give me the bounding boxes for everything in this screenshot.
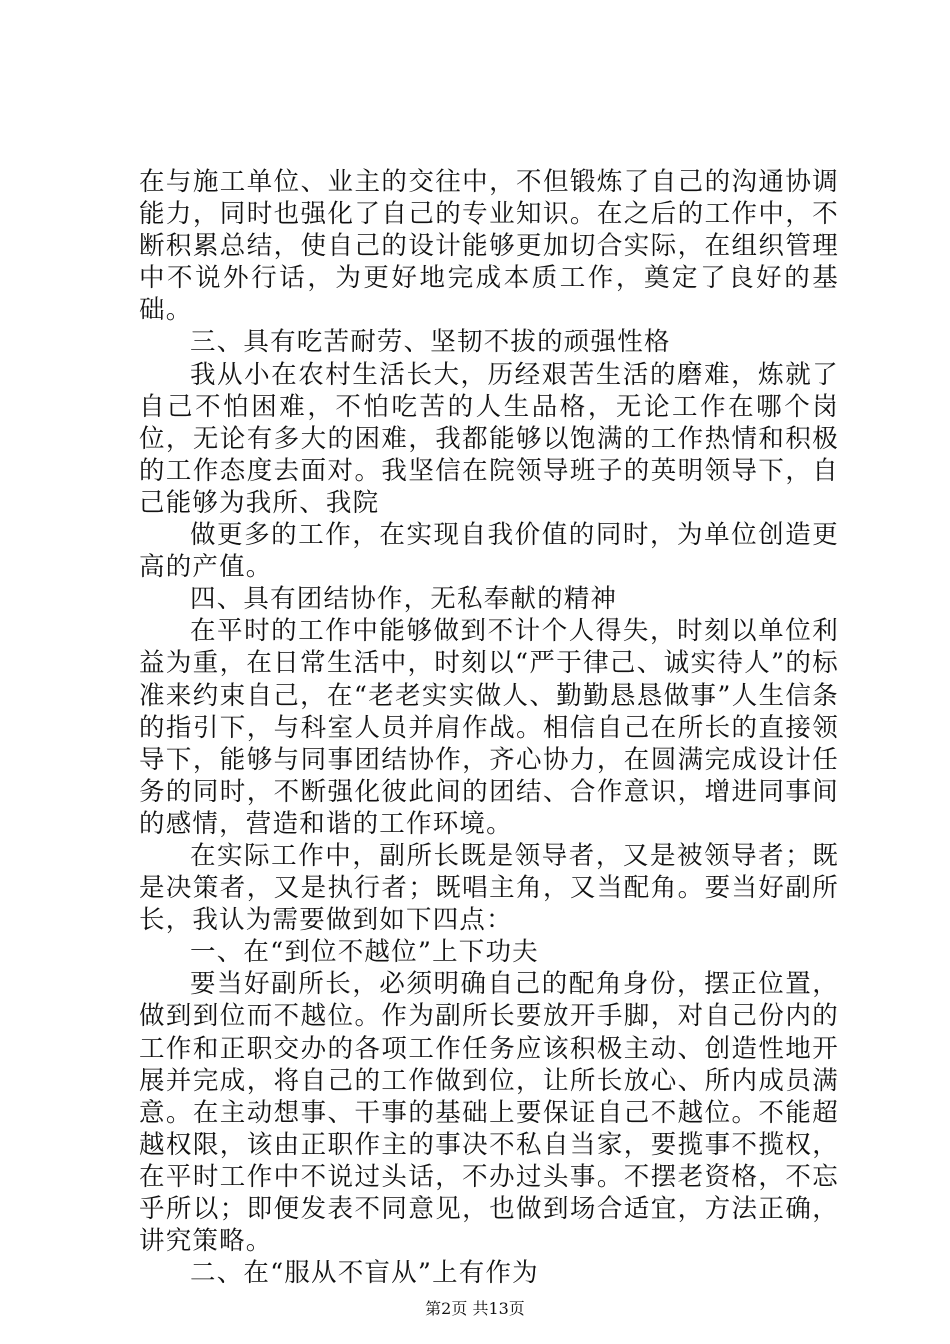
section-heading: 一、在“到位不越位”上下功夫 — [190, 937, 539, 968]
body-paragraph: 我从小在农村生活长大，历经艰苦生活的磨难，炼就了自己不怕困难，不怕吃苦的人生品格，无论工作在哪个岗位，无论有多大的困难，我都能够以饱满的工作热情和积极的工作态度去面对。我坚信在院领导班子的英明领导下，自己能够为我所、我院 — [139, 359, 839, 518]
section-heading: 二、在“服从不盲从”上有作为 — [190, 1258, 539, 1289]
document-body — [139, 166, 839, 1289]
body-paragraph: 在平时的工作中能够做到不计个人得失，时刻以单位利益为重，在日常生活中，时刻以“严于律己、诚实待人”的标准来约束自己，在“老老实实做人、勤勤恳恳做事”人生信条的指引下，与科室人员并肩作战。相信自己在所长的直接领导下，能够与同事团结协作，齐心协力，在圆满完成设计任务的同时，不断强化彼此间的团结、合作意识，增进同事间的感情，营造和谐的工作环境。 — [139, 616, 839, 839]
body-paragraph: 在与施工单位、业主的交往中，不但锻炼了自己的沟通协调能力，同时也强化了自己的专业知识。在之后的工作中，不断积累总结，使自己的设计能够更加切合实际，在组织管理中不说外行话，为更好地完成本质工作，奠定了良好的基础。 — [139, 167, 839, 326]
body-paragraph: 在实际工作中，副所长既是领导者，又是被领导者；既是决策者，又是执行者；既唱主角，又当配角。要当好副所长，我认为需要做到如下四点： — [139, 840, 839, 936]
section-heading: 三、具有吃苦耐劳、坚韧不拔的顽强性格 — [190, 327, 671, 358]
body-paragraph: 做更多的工作，在实现自我价值的同时，为单位创造更高的产值。 — [139, 520, 839, 583]
section-heading: 四、具有团结协作，无私奉献的精神 — [190, 584, 618, 615]
body-paragraph: 要当好副所长，必须明确自己的配角身份，摆正位置，做到到位而不越位。作为副所长要放开手脚，对自己份内的工作和正职交办的各项工作任务应该积极主动、创造性地开展并完成，将自己的工作做到位，让所长放心、所内成员满意。在主动想事、干事的基础上要保证自己不越位。不能超越权限，该由正职作主的事决不私自当家，要揽事不揽权，在平时工作中不说过头话，不办过头事。不摆老资格，不忘乎所以；即便发表不同意见，也做到场合适宜，方法正确，讲究策略。 — [139, 969, 839, 1257]
page-footer: 第2页 共13页 — [425, 1299, 525, 1318]
